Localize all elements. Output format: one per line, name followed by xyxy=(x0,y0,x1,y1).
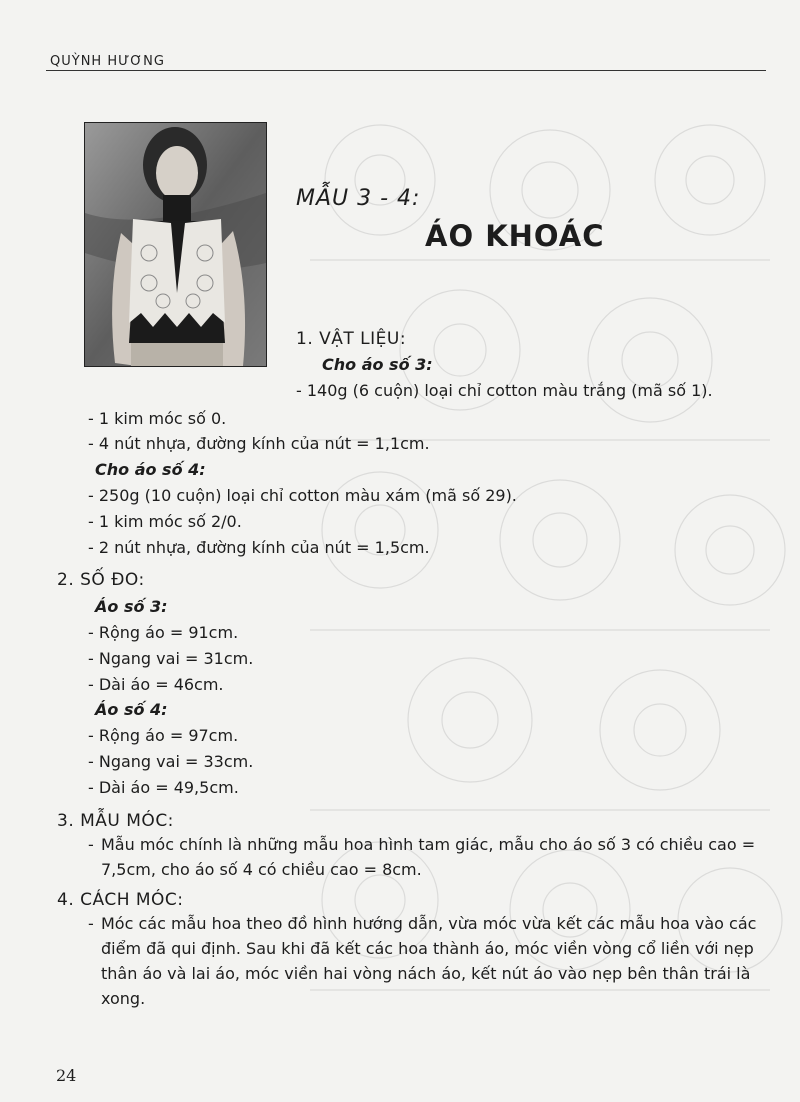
header-rule xyxy=(46,70,766,71)
list-item: - Rộng áo = 91cm. xyxy=(88,623,239,642)
subheading-vest-3: Cho áo số 3: xyxy=(322,355,433,374)
section-heading-method: 4. CÁCH MÓC: xyxy=(57,890,184,910)
list-item: - 2 nút nhựa, đường kính của nút = 1,5cm. xyxy=(88,538,430,557)
subheading-vest-3-size: Áo số 3: xyxy=(95,597,168,616)
page-number: 24 xyxy=(56,1066,77,1085)
list-item: - Dài áo = 49,5cm. xyxy=(88,778,239,797)
section-heading-measurements: 2. SỐ ĐO: xyxy=(57,570,145,590)
list-item: - Rộng áo = 97cm. xyxy=(88,726,239,745)
list-item: - Dài áo = 46cm. xyxy=(88,675,224,694)
model-photo xyxy=(84,122,267,367)
subheading-vest-4: Cho áo số 4: xyxy=(95,460,206,479)
subheading-vest-4-size: Áo số 4: xyxy=(95,700,168,719)
page-title: ÁO KHOÁC xyxy=(425,219,605,253)
list-item: - 1 kim móc số 2/0. xyxy=(88,512,242,531)
pattern-description: Mẫu móc chính là những mẫu hoa hình tam giác, mẫu cho áo số 3 có chiều cao = 7,5cm, cho áo số 4 có chiều cao = 8cm. xyxy=(101,835,756,879)
bullet-dash: - xyxy=(88,914,94,933)
header-author: QUỲNH HƯƠNG xyxy=(50,54,165,69)
list-item: - 140g (6 cuộn) loại chỉ cotton màu trắng (mã số 1). xyxy=(296,381,713,400)
list-item: - Ngang vai = 31cm. xyxy=(88,649,254,668)
method-description: Móc các mẫu hoa theo đồ hình hướng dẫn, vừa móc vừa kết các mẫu hoa vào các điểm đã qui định. Sau khi đã kết các hoa thành áo, móc viền vòng cổ liền với nẹp thân áo và lai áo, móc viền hai vòng nách áo, kết nút áo vào nẹp bên thân trái là xong. xyxy=(101,914,757,1008)
bullet-dash: - xyxy=(88,835,94,854)
list-item: - Ngang vai = 33cm. xyxy=(88,752,254,771)
model-title: MẪU 3 - 4: xyxy=(296,186,421,211)
section-heading-materials: 1. VẬT LIỆU: xyxy=(296,329,407,349)
list-item: - 1 kim móc số 0. xyxy=(88,409,227,428)
list-item: - 4 nút nhựa, đường kính của nút = 1,1cm. xyxy=(88,434,430,453)
section-heading-pattern: 3. MẪU MÓC: xyxy=(57,811,174,831)
list-item: - 250g (10 cuộn) loại chỉ cotton màu xám (mã số 29). xyxy=(88,486,517,505)
